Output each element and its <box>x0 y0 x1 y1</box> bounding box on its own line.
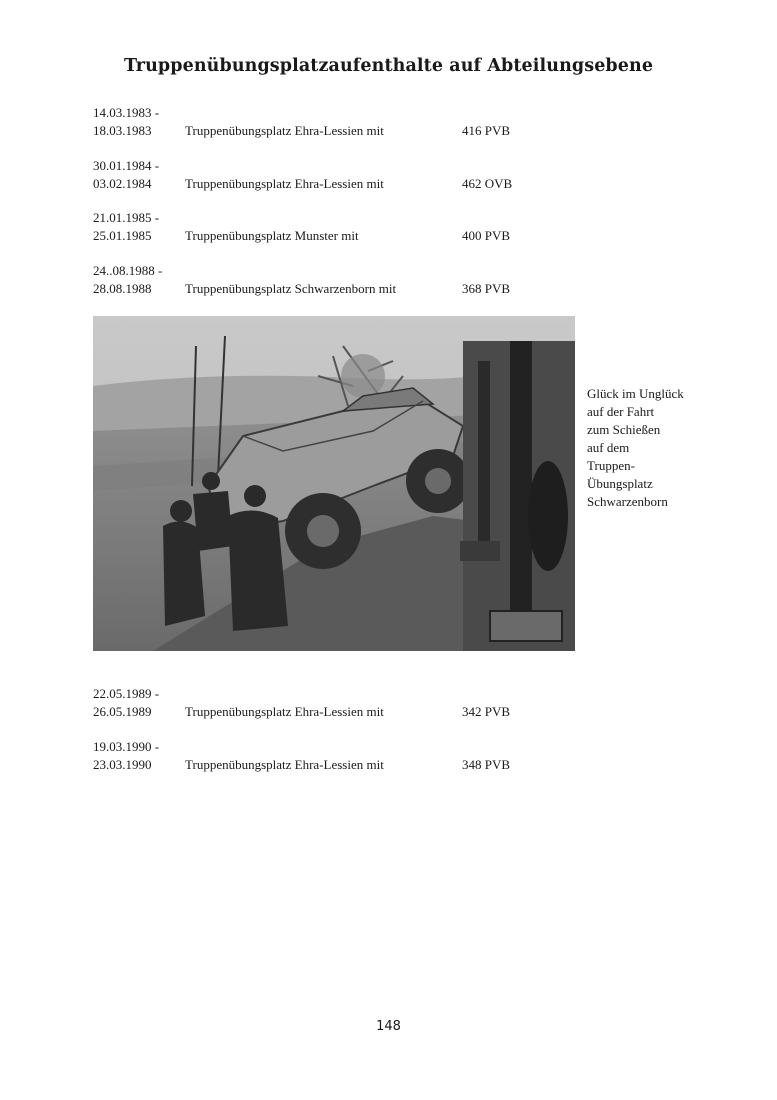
entry-1985 <box>93 209 533 245</box>
entry-1989 <box>93 685 533 721</box>
entry-place: Truppenübungsplatz Ehra-Lessien mit <box>185 704 384 719</box>
entry-start-date: 24..08.1988 - <box>93 263 163 278</box>
entry-end-date: 03.02.1984 <box>93 176 152 191</box>
entry-strength: 462 OVB <box>462 176 513 191</box>
entry-place: Truppenübungsplatz Ehra-Lessien mit <box>185 757 384 772</box>
entry-strength: 368 PVB <box>462 281 511 296</box>
caption-line: Truppen- <box>587 458 635 473</box>
entry-end-date: 26.05.1989 <box>93 704 152 719</box>
entry-1988 <box>93 262 533 298</box>
entry-start-date: 22.05.1989 - <box>93 686 160 701</box>
entry-1983 <box>93 104 533 140</box>
entry-strength: 416 PVB <box>462 123 511 138</box>
caption-line: auf der Fahrt <box>587 404 655 419</box>
entry-start-date: 14.03.1983 - <box>93 105 160 120</box>
page-title: Truppenübungsplatzaufenthalte auf Abteilungsebene <box>123 56 654 76</box>
entry-start-date: 30.01.1984 - <box>93 158 160 173</box>
entry-strength: 348 PVB <box>462 757 511 772</box>
entry-end-date: 18.03.1983 <box>93 123 152 138</box>
entry-strength: 342 PVB <box>462 704 511 719</box>
entry-end-date: 28.08.1988 <box>93 281 152 296</box>
entry-start-date: 19.03.1990 - <box>93 739 160 754</box>
entry-end-date: 25.01.1985 <box>93 228 152 243</box>
entry-place: Truppenübungsplatz Schwarzenborn mit <box>185 281 397 296</box>
caption-line: auf dem <box>587 440 630 455</box>
entry-place: Truppenübungsplatz Munster mit <box>185 228 359 243</box>
caption-line: Übungsplatz <box>587 476 653 491</box>
entry-start-date: 21.01.1985 - <box>93 210 160 225</box>
entry-strength: 400 PVB <box>462 228 511 243</box>
armored-car-photo <box>93 316 575 651</box>
entry-place: Truppenübungsplatz Ehra-Lessien mit <box>185 176 384 191</box>
entry-1984 <box>93 157 533 193</box>
entry-1990 <box>93 738 533 774</box>
page-number: 148 <box>376 1019 401 1034</box>
photo-caption <box>587 385 737 511</box>
entry-end-date: 23.03.1990 <box>93 757 152 772</box>
caption-line: Schwarzenborn <box>587 494 668 509</box>
caption-line: zum Schießen <box>587 422 661 437</box>
entry-place: Truppenübungsplatz Ehra-Lessien mit <box>185 123 384 138</box>
caption-line: Glück im Unglück <box>587 386 684 401</box>
